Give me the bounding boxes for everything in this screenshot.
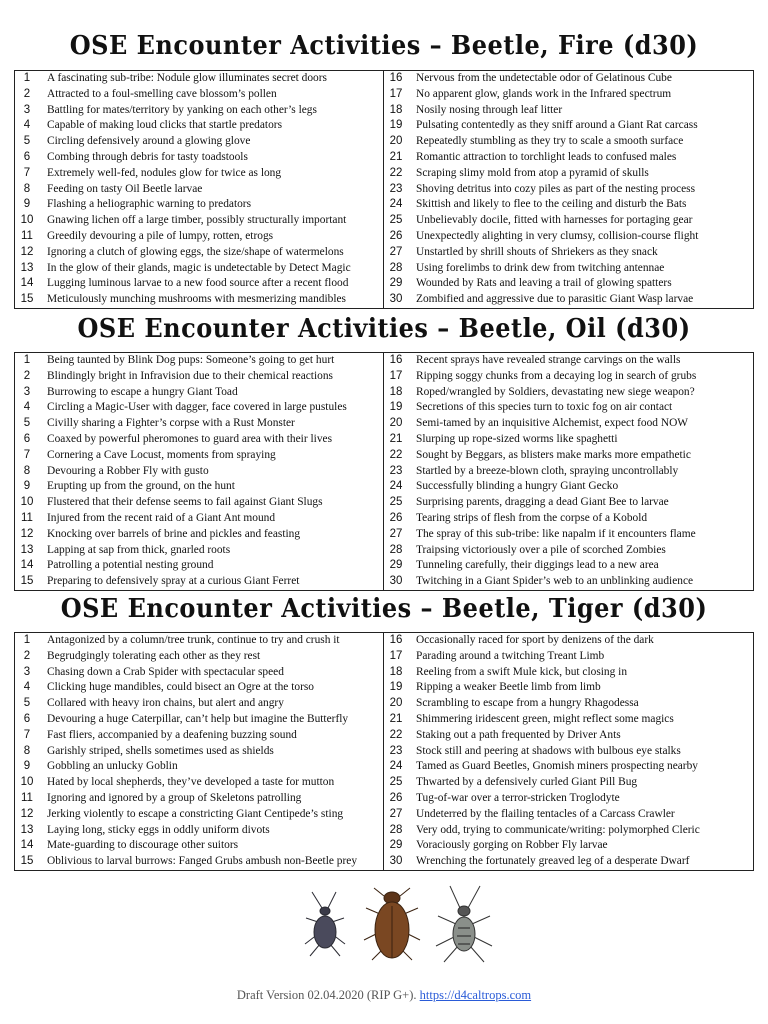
table-column-right <box>384 353 753 590</box>
row-number: 18 <box>389 385 403 398</box>
row-text: Jerking violently to escape a constricting Giant Centipede’s sting <box>47 807 344 820</box>
row-text: Feeding on tasty Oil Beetle larvae <box>47 182 203 195</box>
row-number: 14 <box>20 277 34 290</box>
row-number: 26 <box>389 511 403 524</box>
row-number: 10 <box>20 214 34 227</box>
row-number: 2 <box>23 369 31 382</box>
row-text: Flustered that their defense seems to fail against Giant Slugs <box>47 496 323 509</box>
row-number: 29 <box>389 839 403 852</box>
row-number: 13 <box>20 823 34 836</box>
section-title-oil: OSE Encounter Activities – Beetle, Oil (d30) <box>77 311 691 344</box>
row-text: Using forelimbs to drink dew from twitching antennae <box>416 261 665 274</box>
row-text: Hated by local shepherds, they’ve developed a taste for mutton <box>47 776 335 789</box>
table-row <box>15 744 383 760</box>
table-row <box>384 400 753 416</box>
section-title-tiger: OSE Encounter Activities – Beetle, Tiger (d30) <box>60 591 708 624</box>
row-number: 27 <box>389 527 403 540</box>
row-number: 4 <box>23 401 31 414</box>
table-row <box>15 118 383 134</box>
row-number: 5 <box>23 135 31 148</box>
row-number: 23 <box>389 464 403 477</box>
row-text: Pulsating contentedly as they sniff around a Giant Rat carcass <box>416 119 698 132</box>
footer <box>0 988 768 1003</box>
table-row <box>384 744 753 760</box>
row-number: 9 <box>23 760 31 773</box>
table-row <box>15 448 383 464</box>
row-number: 1 <box>23 354 31 366</box>
table-row <box>15 543 383 559</box>
table-column-right <box>384 71 753 308</box>
row-number: 19 <box>389 681 403 694</box>
row-number: 27 <box>389 245 403 258</box>
row-text: Oblivious to larval burrows: Fanged Grubs ambush non-Beetle prey <box>47 855 358 868</box>
table-row <box>15 245 383 261</box>
row-text: Thwarted by a defensively curled Giant Pill Bug <box>416 776 638 789</box>
table-row <box>384 649 753 665</box>
row-number: 25 <box>389 214 403 227</box>
tiger-beetle-icon <box>436 886 492 962</box>
row-number: 29 <box>389 559 403 572</box>
row-text: Civilly sharing a Fighter’s corpse with a Rust Monster <box>47 417 295 430</box>
table-row <box>15 166 383 182</box>
row-number: 15 <box>20 293 34 306</box>
row-number: 8 <box>23 464 31 477</box>
row-text: Blindingly bright in Infravision due to their chemical reactions <box>47 369 333 382</box>
table-row <box>384 633 753 649</box>
row-number: 4 <box>23 681 31 694</box>
table-row <box>384 182 753 198</box>
row-number: 11 <box>21 229 33 242</box>
row-number: 19 <box>389 119 403 132</box>
row-text: Twitching in a Giant Spider’s web to an unblinking audience <box>416 575 694 588</box>
table-row <box>15 432 383 448</box>
row-number: 2 <box>23 87 31 100</box>
table-row <box>15 464 383 480</box>
table-row <box>384 543 753 559</box>
row-number: 3 <box>23 103 31 116</box>
row-text: Mate-guarding to discourage other suitors <box>47 839 239 852</box>
table-row <box>384 712 753 728</box>
row-text: Shimmering iridescent green, might reflect some magics <box>416 712 674 725</box>
table-row <box>384 807 753 823</box>
table-row <box>15 823 383 839</box>
table-row <box>384 150 753 166</box>
table-row <box>384 558 753 574</box>
row-number: 14 <box>20 839 34 852</box>
row-number: 13 <box>20 261 34 274</box>
row-text: No apparent glow, glands work in the Infrared spectrum <box>416 87 672 100</box>
table-row <box>15 665 383 681</box>
row-number: 16 <box>389 72 403 84</box>
beetles-illustration <box>300 884 500 964</box>
table-row <box>384 464 753 480</box>
row-text: Devouring a Robber Fly with gusto <box>47 464 209 477</box>
row-text: Roped/wrangled by Soldiers, devastating new siege weapon? <box>416 385 695 398</box>
row-number: 10 <box>20 776 34 789</box>
table-row <box>384 495 753 511</box>
row-text: Coaxed by powerful pheromones to guard area with their lives <box>47 432 332 445</box>
row-number: 30 <box>389 293 403 306</box>
row-number: 19 <box>389 401 403 414</box>
row-text: Unbelievably docile, fitted with harnesses for portaging gear <box>416 214 693 227</box>
table-row <box>15 71 383 87</box>
row-text: Ripping a weaker Beetle limb from limb <box>416 681 601 694</box>
row-number: 26 <box>389 791 403 804</box>
row-number: 3 <box>23 385 31 398</box>
table-row <box>15 103 383 119</box>
table-row <box>15 807 383 823</box>
table-row <box>15 87 383 103</box>
row-text: Zombified and aggressive due to parasitic Giant Wasp larvae <box>416 293 694 306</box>
table-row <box>15 479 383 495</box>
row-number: 14 <box>20 559 34 572</box>
row-number: 18 <box>389 665 403 678</box>
row-text: Cornering a Cave Locust, moments from spraying <box>47 448 276 461</box>
row-number: 6 <box>23 712 31 725</box>
row-text: Clicking huge mandibles, could bisect an Ogre at the torso <box>47 681 314 694</box>
row-text: Romantic attraction to torchlight leads to confused males <box>416 150 677 163</box>
row-text: Scraping slimy mold from atop a pyramid of skulls <box>416 166 649 179</box>
row-number: 15 <box>20 575 34 588</box>
row-text: Scrambling to escape from a hungry Rhagodessa <box>416 697 639 710</box>
row-text: Staking out a path frequented by Driver Ants <box>416 728 621 741</box>
row-text: Nervous from the undetectable odor of Gelatinous Cube <box>416 72 672 84</box>
row-text: Flashing a heliographic warning to predators <box>47 198 252 211</box>
table-row <box>384 245 753 261</box>
row-text: Ignoring a clutch of glowing eggs, the size/shape of watermelons <box>47 245 344 258</box>
row-text: Collared with heavy iron chains, but alert and angry <box>47 697 284 710</box>
row-text: Reeling from a swift Mule kick, but closing in <box>416 665 628 678</box>
row-number: 23 <box>389 744 403 757</box>
row-number: 28 <box>389 823 403 836</box>
row-number: 6 <box>23 432 31 445</box>
row-text: Voraciously gorging on Robber Fly larvae <box>416 839 608 852</box>
row-text: Greedily devouring a pile of lumpy, rotten, etrogs <box>47 229 274 242</box>
row-number: 24 <box>389 480 403 493</box>
footer-text: Draft Version 02.04.2020 (RIP G+). <box>236 988 420 1002</box>
table-row <box>15 353 383 369</box>
row-text: Lapping at sap from thick, gnarled roots <box>47 543 231 556</box>
row-text: Laying long, sticky eggs in oddly uniform divots <box>47 823 270 836</box>
table-row <box>384 680 753 696</box>
row-text: Parading around a twitching Treant Limb <box>416 649 605 662</box>
row-text: Shoving detritus into cozy piles as part of the nesting process <box>416 182 696 195</box>
row-number: 8 <box>23 744 31 757</box>
row-text: Secretions of this species turn to toxic fog on air contact <box>416 401 673 414</box>
row-number: 7 <box>23 166 31 179</box>
row-number: 12 <box>20 245 34 258</box>
table-row <box>15 574 383 590</box>
table-row <box>384 696 753 712</box>
table-row <box>15 649 383 665</box>
table-row <box>384 369 753 385</box>
table-row <box>15 854 383 870</box>
table-row <box>384 134 753 150</box>
row-text: Tug-of-war over a terror-stricken Troglodyte <box>416 791 620 804</box>
row-number: 7 <box>23 448 31 461</box>
row-text: Startled by a breeze-blown cloth, spraying uncontrollably <box>416 464 679 477</box>
row-number: 21 <box>389 432 403 445</box>
row-text: Stock still and peering at shadows with bulbous eye stalks <box>416 744 681 757</box>
row-text: Tearing strips of flesh from the corpse of a Kobold <box>416 511 648 524</box>
row-text: Devouring a huge Caterpillar, can’t help but imagine the Butterfly <box>47 712 349 725</box>
table-row <box>384 728 753 744</box>
table-row <box>15 728 383 744</box>
table-row <box>15 527 383 543</box>
row-number: 17 <box>389 87 403 100</box>
row-number: 17 <box>389 649 403 662</box>
row-number: 5 <box>23 697 31 710</box>
table-row <box>384 432 753 448</box>
table-row <box>384 759 753 775</box>
table-row <box>384 197 753 213</box>
row-text: Successfully blinding a hungry Giant Gecko <box>416 480 619 493</box>
row-text: Unstartled by shrill shouts of Shriekers as they snack <box>416 245 658 258</box>
row-number: 11 <box>21 511 33 524</box>
row-text: Antagonized by a column/tree trunk, continue to try and crush it <box>47 634 340 646</box>
table-row <box>15 633 383 649</box>
row-text: Fast fliers, accompanied by a deafening buzzing sound <box>47 728 297 741</box>
table-row <box>384 416 753 432</box>
row-text: Wounded by Rats and leaving a trail of glowing spatters <box>416 277 672 290</box>
row-text: Surprising parents, dragging a dead Giant Bee to larvae <box>416 496 669 509</box>
table-column-left <box>15 71 384 308</box>
row-number: 12 <box>20 527 34 540</box>
row-text: Attracted to a foul-smelling cave blossom’s pollen <box>47 87 277 100</box>
row-number: 28 <box>389 261 403 274</box>
row-text: Capable of making loud clicks that startle predators <box>47 119 283 132</box>
table-row <box>384 823 753 839</box>
row-text: Knocking over barrels of brine and pickles and feasting <box>47 527 301 540</box>
row-number: 8 <box>23 182 31 195</box>
table-row <box>15 838 383 854</box>
table-row <box>384 261 753 277</box>
row-number: 22 <box>389 728 403 741</box>
row-text: Begrudgingly tolerating each other as they rest <box>47 649 261 662</box>
row-text: Unexpectedly alighting in very clumsy, collision-course flight <box>416 229 699 242</box>
table-oil <box>14 352 754 591</box>
row-number: 30 <box>389 575 403 588</box>
table-row <box>15 712 383 728</box>
table-row <box>384 385 753 401</box>
row-number: 2 <box>23 649 31 662</box>
row-text: Tunneling carefully, their diggings lead to a new area <box>416 559 659 572</box>
row-text: Ignoring and ignored by a group of Skeletons patrolling <box>47 791 302 804</box>
table-row <box>15 495 383 511</box>
row-number: 1 <box>23 634 31 646</box>
table-row <box>384 103 753 119</box>
table-row <box>384 87 753 103</box>
table-row <box>384 292 753 308</box>
row-number: 10 <box>20 496 34 509</box>
row-number: 17 <box>389 369 403 382</box>
table-row <box>15 229 383 245</box>
row-text: Circling a Magic-User with dagger, face covered in large pustules <box>47 401 347 414</box>
table-row <box>15 558 383 574</box>
row-text: Lugging luminous larvae to a new food source after a recent flood <box>47 277 349 290</box>
row-number: 13 <box>20 543 34 556</box>
row-number: 26 <box>389 229 403 242</box>
table-row <box>15 276 383 292</box>
row-number: 27 <box>389 807 403 820</box>
row-text: Ripping soggy chunks from a decaying log in search of grubs <box>416 369 697 382</box>
row-text: Patrolling a potential nesting ground <box>47 559 214 572</box>
table-row <box>384 854 753 870</box>
row-text: Meticulously munching mushrooms with mesmerizing mandibles <box>47 293 346 306</box>
table-row <box>15 369 383 385</box>
table-column-left <box>15 353 384 590</box>
row-text: Traipsing victoriously over a pile of scorched Zombies <box>416 543 666 556</box>
table-row <box>384 775 753 791</box>
row-number: 5 <box>23 417 31 430</box>
row-number: 20 <box>389 697 403 710</box>
row-number: 11 <box>21 791 33 804</box>
row-number: 23 <box>389 182 403 195</box>
table-row <box>384 213 753 229</box>
row-number: 28 <box>389 543 403 556</box>
row-number: 30 <box>389 855 403 868</box>
row-number: 16 <box>389 634 403 646</box>
row-text: Chasing down a Crab Spider with spectacular speed <box>47 665 284 678</box>
table-row <box>384 838 753 854</box>
row-text: Undeterred by the flailing tentacles of a Carcass Crawler <box>416 807 675 820</box>
row-number: 15 <box>20 855 34 868</box>
row-text: Tamed as Guard Beetles, Gnomish miners prospecting nearby <box>416 760 698 773</box>
row-number: 20 <box>389 417 403 430</box>
row-text: Burrowing to escape a hungry Giant Toad <box>47 385 238 398</box>
row-text: Being taunted by Blink Dog pups: Someone’s going to get hurt <box>47 354 335 366</box>
row-text: Occasionally raced for sport by denizens of the dark <box>416 634 654 646</box>
table-row <box>384 511 753 527</box>
row-text: Erupting up from the ground, on the hunt <box>47 480 235 493</box>
row-text: Combing through debris for tasty toadstools <box>47 150 248 163</box>
row-number: 24 <box>389 198 403 211</box>
table-row <box>384 71 753 87</box>
table-row <box>384 353 753 369</box>
row-text: Battling for mates/territory by yanking on each other’s legs <box>47 103 317 116</box>
row-number: 21 <box>389 712 403 725</box>
table-row <box>384 118 753 134</box>
row-number: 7 <box>23 728 31 741</box>
row-text: Recent sprays have revealed strange carvings on the walls <box>416 354 681 366</box>
row-text: In the glow of their glands, magic is undetectable by Detect Magic <box>47 261 351 274</box>
row-number: 12 <box>20 807 34 820</box>
large-brown-beetle-icon <box>364 888 420 960</box>
table-tiger <box>14 632 754 871</box>
row-text: Circling defensively around a glowing glove <box>47 135 251 148</box>
table-row <box>384 574 753 590</box>
table-row <box>15 385 383 401</box>
row-text: Garishly striped, shells sometimes used as shields <box>47 744 274 757</box>
section-title-fire: OSE Encounter Activities – Beetle, Fire (d30) <box>69 28 699 61</box>
row-text: Nosily nosing through leaf litter <box>416 103 563 116</box>
table-row <box>15 134 383 150</box>
table-row <box>384 791 753 807</box>
row-number: 16 <box>389 354 403 366</box>
row-number: 18 <box>389 103 403 116</box>
row-number: 3 <box>23 665 31 678</box>
row-text: Gobbling an unlucky Goblin <box>47 760 178 773</box>
table-row <box>15 696 383 712</box>
row-number: 21 <box>389 150 403 163</box>
table-row <box>384 229 753 245</box>
table-column-left <box>15 633 384 870</box>
row-text: Gnawing lichen off a large timber, possibly structurally important <box>47 214 347 227</box>
table-row <box>15 292 383 308</box>
table-row <box>15 511 383 527</box>
table-row <box>15 680 383 696</box>
row-text: Skittish and likely to flee to the ceiling and disturb the Bats <box>416 198 687 211</box>
table-row <box>15 213 383 229</box>
table-fire <box>14 70 754 309</box>
table-row <box>15 400 383 416</box>
row-number: 6 <box>23 150 31 163</box>
row-text: Repeatedly stumbling as they try to scale a smooth surface <box>416 135 684 148</box>
row-number: 25 <box>389 496 403 509</box>
small-beetle-icon <box>305 892 345 956</box>
row-text: Injured from the recent raid of a Giant Ant mound <box>47 511 276 524</box>
row-number: 9 <box>23 198 31 211</box>
table-row <box>384 479 753 495</box>
row-text: Slurping up rope-sized worms like spaghetti <box>416 432 618 445</box>
row-number: 29 <box>389 277 403 290</box>
table-row <box>15 261 383 277</box>
row-number: 25 <box>389 776 403 789</box>
table-row <box>15 775 383 791</box>
table-row <box>15 182 383 198</box>
row-text: Extremely well-fed, nodules glow for twice as long <box>47 166 282 179</box>
table-row <box>15 759 383 775</box>
table-row <box>15 197 383 213</box>
row-number: 9 <box>23 480 31 493</box>
row-text: A fascinating sub-tribe: Nodule glow illuminates secret doors <box>47 72 327 84</box>
row-text: Sought by Beggars, as blisters make marks more empathetic <box>416 448 691 461</box>
table-row <box>384 166 753 182</box>
row-number: 24 <box>389 760 403 773</box>
row-number: 22 <box>389 448 403 461</box>
table-row <box>384 527 753 543</box>
table-row <box>15 791 383 807</box>
row-text: Semi-tamed by an inquisitive Alchemist, expect food NOW <box>416 417 689 430</box>
row-text: Wrenching the fortunately greaved leg of a desperate Dwarf <box>416 855 690 868</box>
table-row <box>384 276 753 292</box>
table-row <box>15 150 383 166</box>
row-number: 1 <box>23 72 31 84</box>
row-text: Very odd, trying to communicate/writing: polymorphed Cleric <box>416 823 700 836</box>
table-row <box>15 416 383 432</box>
table-row <box>384 665 753 681</box>
row-text: The spray of this sub-tribe: like napalm if it encounters flame <box>416 527 696 540</box>
row-number: 22 <box>389 166 403 179</box>
table-column-right <box>384 633 753 870</box>
footer-link[interactable]: https://d4caltrops.com <box>419 988 532 1002</box>
row-number: 4 <box>23 119 31 132</box>
row-text: Preparing to defensively spray at a curious Giant Ferret <box>47 575 300 588</box>
table-row <box>384 448 753 464</box>
row-number: 20 <box>389 135 403 148</box>
